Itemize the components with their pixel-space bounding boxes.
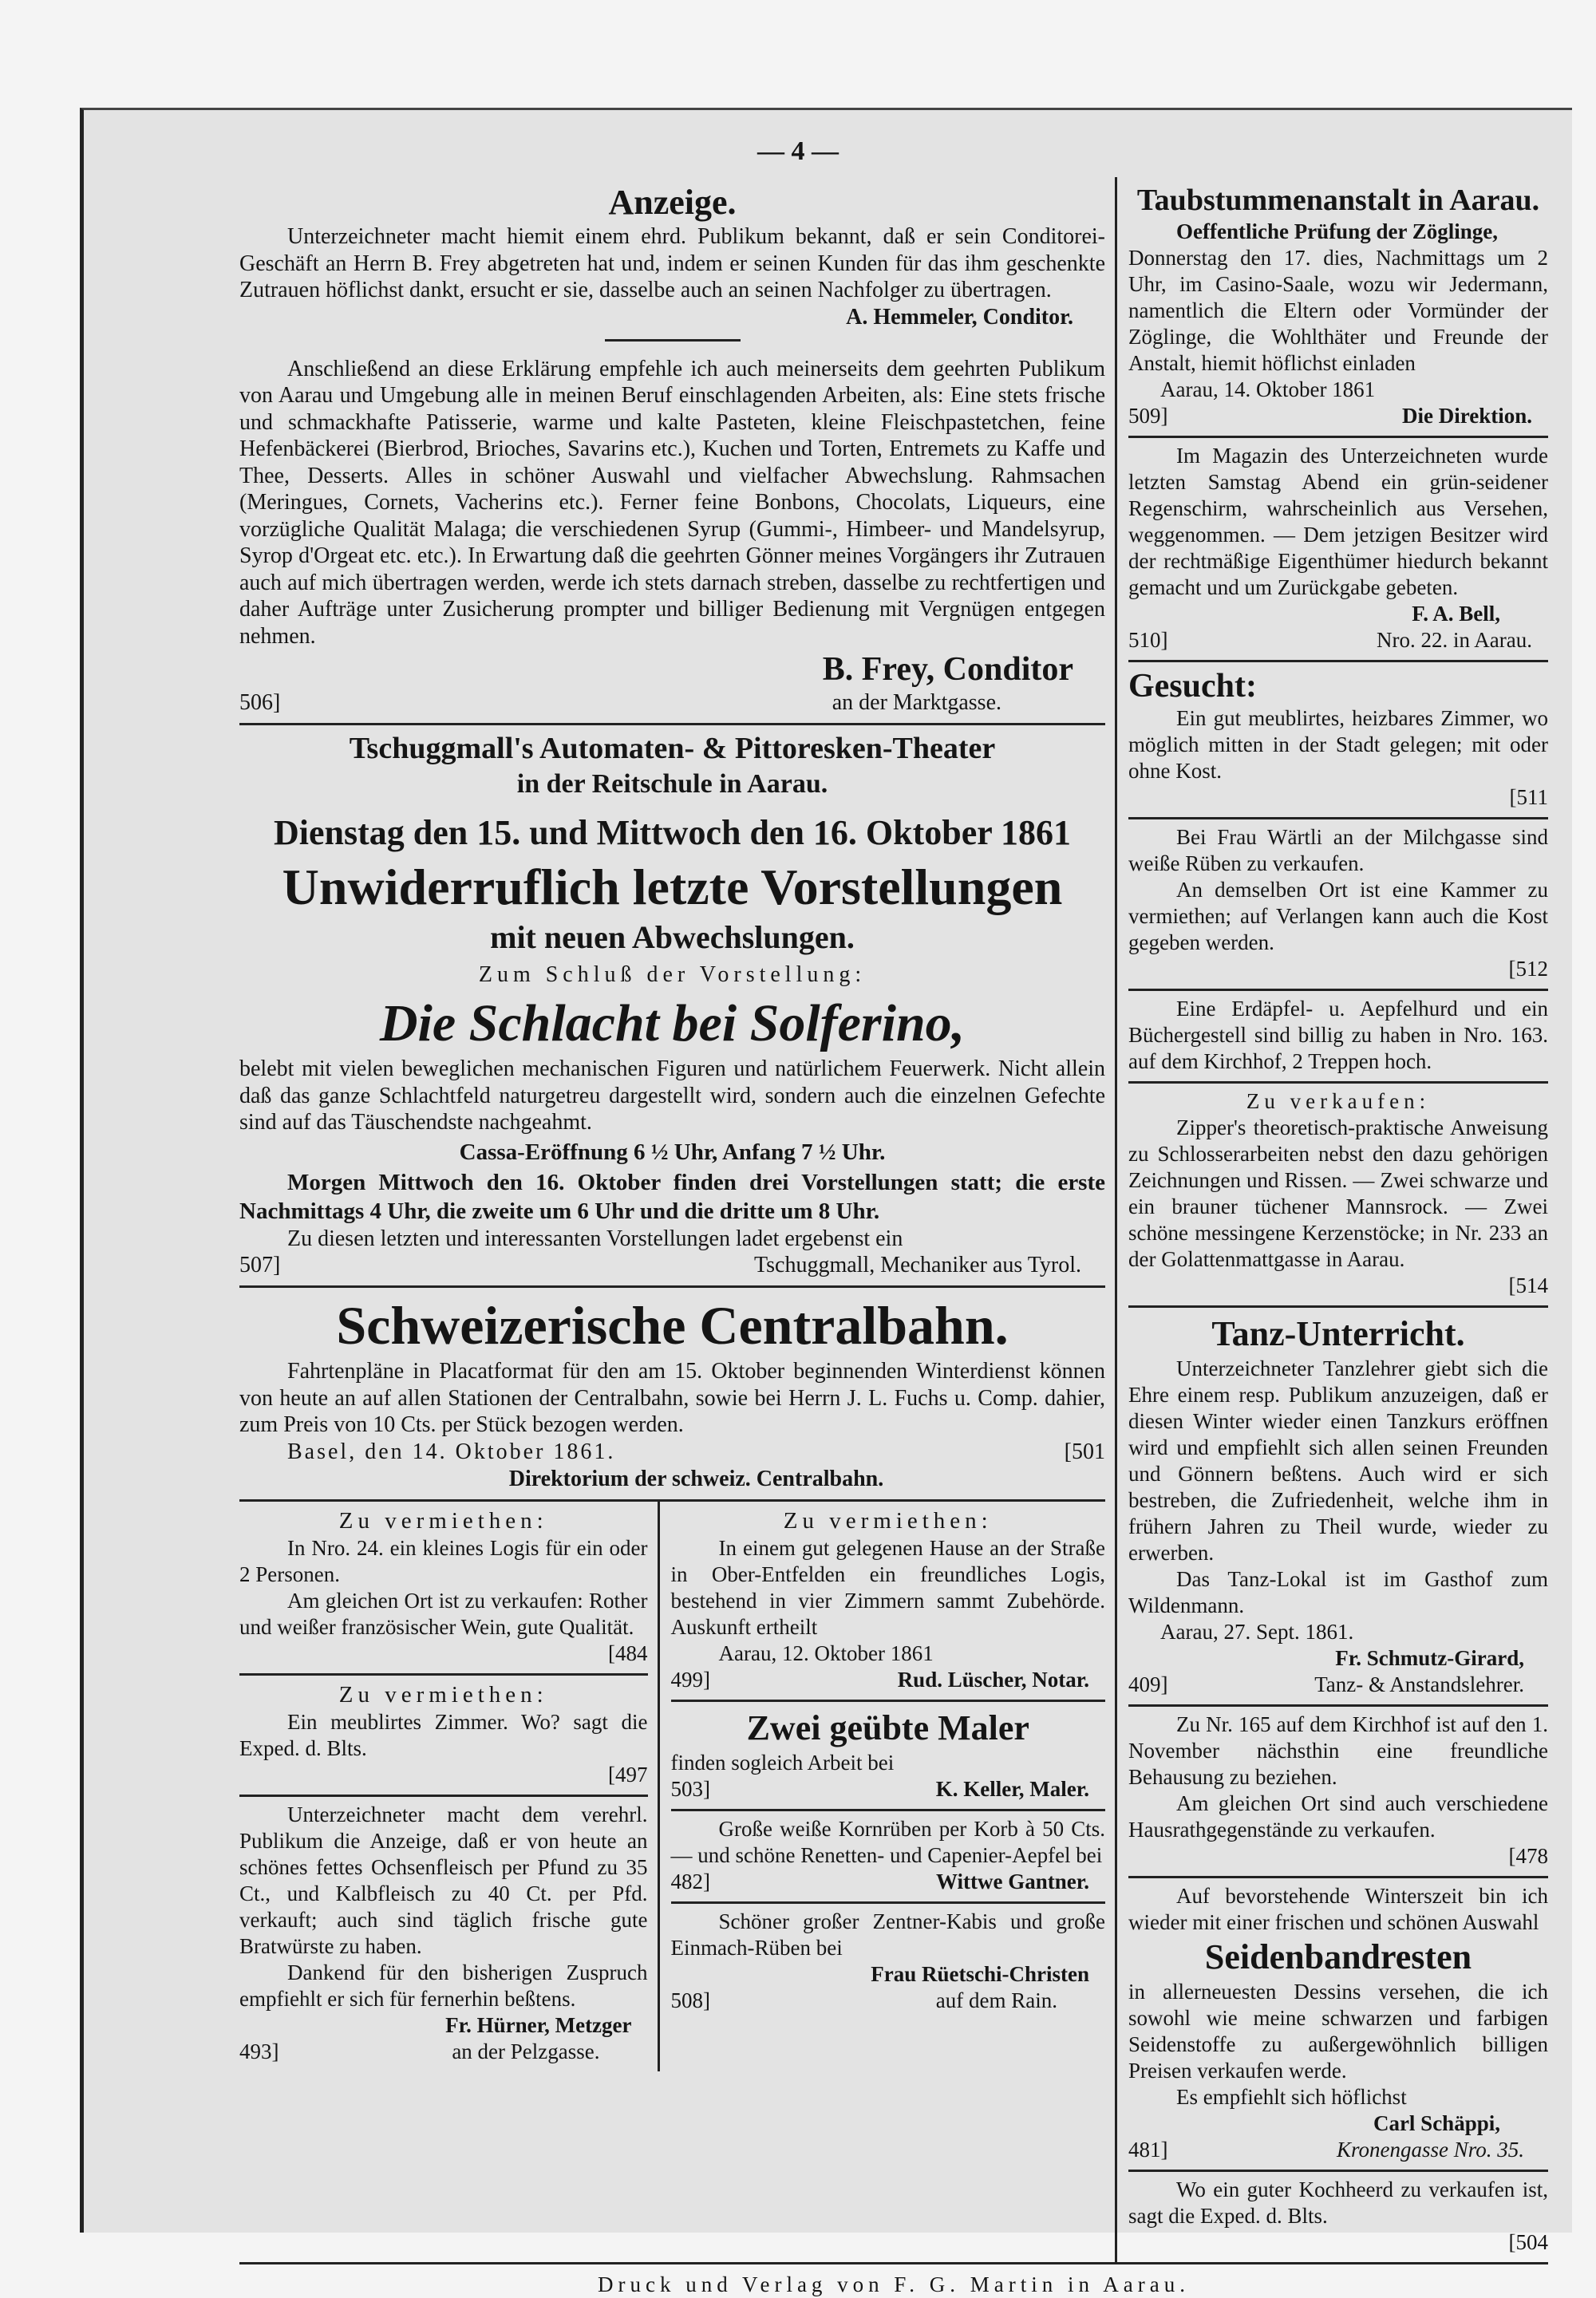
- ad-text: In einem gut gelegenen Hause an der Straße in Ober-Entfelden ein freundliches Logis, bestehend in vier Zimmern sammt Zubehörde. Auskunft ertheilt: [670, 1535, 1105, 1639]
- ad-heading: Zu verkaufen:: [1246, 1089, 1431, 1113]
- ad-reference: 507]: [239, 1253, 281, 1277]
- ad-reference: 510]: [1128, 628, 1168, 652]
- theater-description: belebt mit vielen beweglichen mechanischen Figuren und natürlichem Feuerwerk. Nicht allein daß das ganze Schlachtfeld naturgetreu dargestellt wird, sondern auch die einzelnen Gefechte sind auf das Täuschendste nachgeahmt.: [239, 1056, 1105, 1135]
- anzeige-ad: [239, 177, 1105, 342]
- ad-text: Zipper's theoretisch-praktische Anweisung zu Schlosserarbeiten nebst den dazu gehörigen Zeichnungen und Rissen. — Zwei schwarze und ein brauner tüchener Mannsrock. — Zwei schöne messingene Kerzenstöcke; in Nr. 233 an der Golattenmattgasse in Aarau.: [1128, 1115, 1548, 1271]
- ad-text: in allerneuesten Dessins versehen, die ich sowohl wie meine schwarzen und farbigen Seidenstoffe zu außergewöhnlich billigen Preisen verkaufen werde.: [1128, 1980, 1548, 2083]
- ad-text: Große weiße Kornrüben per Korb à 50 Cts. — und schöne Renetten- und Capenier-Aepfel bei: [670, 1816, 1105, 1867]
- page-number: — 4 —: [757, 136, 839, 166]
- ad-address: an der Marktgasse.: [832, 690, 1001, 715]
- ad-reference: 482]: [670, 1869, 711, 1893]
- centralbahn-ad: [239, 1288, 1105, 1502]
- theater-tomorrow: Morgen Mittwoch den 16. Oktober finden drei Vorstellungen statt; die erste Nachmittags 4 Uhr, die zweite um 6 Uhr und die dritte um 8 Uhr.: [239, 1169, 1105, 1224]
- ad-subtitle: Oeffentliche Prüfung der Zöglinge,: [1176, 219, 1498, 243]
- umbrella-ad: [1128, 438, 1548, 662]
- theater-invite: Zu diesen letzten und interessanten Vorstellungen ladet ergebenst ein: [287, 1226, 903, 1251]
- ad-text: Am gleichen Ort sind auch verschiedene Hausrathgegenstände zu verkaufen.: [1128, 1791, 1548, 1842]
- theater-times: Cassa-Eröffnung 6 ½ Uhr, Anfang 7 ½ Uhr.: [459, 1139, 886, 1165]
- dance-ad: [1128, 1308, 1548, 1707]
- rental-ad-logis: [239, 1502, 648, 1676]
- ad-reference: [484: [608, 1641, 648, 1665]
- ad-reference: 493]: [239, 2039, 279, 2063]
- theater-title: Tschuggmall's Automaten- & Pittoresken-Theater: [349, 732, 996, 765]
- printer-footer: Druck und Verlag von F. G. Martin in Aarau.: [239, 2262, 1548, 2298]
- ad-reference: [501: [1064, 1439, 1105, 1464]
- ad-address: auf dem Rain.: [935, 1988, 1057, 2012]
- ad-heading: Gesucht:: [1128, 668, 1257, 705]
- ad-text: Ein gut meublirtes, heizbares Zimmer, wo möglich mitten in der Stadt gelegen; mit oder ohne Kost.: [1128, 706, 1548, 783]
- ad-heading: Zu vermiethen:: [338, 1681, 548, 1708]
- ad-heading: Zu vermiethen:: [783, 1507, 993, 1534]
- rental-ad-zimmer: [239, 1676, 648, 1797]
- ad-text: Auf bevorstehende Winterszeit bin ich wieder mit einer frischen und schönen Auswahl: [1128, 1884, 1548, 1934]
- ad-reference: 481]: [1128, 2138, 1168, 2162]
- sub-column-right: [658, 1502, 1105, 2071]
- sub-column-left: [239, 1502, 658, 2071]
- ad-reference: 499]: [670, 1667, 711, 1692]
- ad-address: Nro. 22. in Aarau.: [1377, 628, 1532, 652]
- sub-columns: [239, 1502, 1105, 2071]
- ad-text: Es empfiehlt sich höflichst: [1176, 2085, 1407, 2109]
- ad-heading: Seidenbandresten: [1204, 1937, 1472, 1976]
- butcher-ad: [239, 1797, 648, 2071]
- ad-reference: [512: [1508, 957, 1548, 981]
- ad-signature: Carl Schäppi,: [1373, 2111, 1500, 2135]
- centralbahn-text: Fahrtenpläne in Placatformat für den am 15. Oktober beginnenden Winterdienst können von heute an auf allen Stationen der Centralbahn, sowie bei Herrn J. L. Fuchs u. Comp. dahier, zum Preis von 10 Cts. per Stück bezogen werden.: [239, 1359, 1105, 1437]
- ad-text: Unterzeichneter macht hiemit einem ehrd. Publikum bekannt, daß er sein Conditorei-Geschäft an Herrn B. Frey abgetreten hat und, indem er seinen Kunden für das ihm geschenkte Zutrauen höflichst dankt, ersucht er sie, dasselbe auch an seinen Nachfolger zu übertragen.: [239, 224, 1105, 302]
- ad-address: Kronengasse Nro. 35.: [1336, 2138, 1524, 2162]
- dwelling-ad: [1128, 1707, 1548, 1878]
- ad-heading: Taubstummenanstalt in Aarau.: [1136, 184, 1540, 217]
- silk-ad: [1128, 1878, 1548, 2172]
- ad-reference: 409]: [1128, 1672, 1168, 1696]
- hurd-ad: [1128, 991, 1548, 1084]
- ad-signature: B. Frey, Conditor: [822, 651, 1073, 688]
- ad-reference: [497: [608, 1762, 648, 1787]
- ad-signature: F. A. Bell,: [1412, 602, 1500, 626]
- taubstummen-ad: [1128, 177, 1548, 438]
- ad-signature: A. Hemmeler, Conditor.: [846, 304, 1073, 330]
- ad-signature: Fr. Schmutz-Girard,: [1335, 1646, 1524, 1670]
- ad-reference: [504: [1508, 2230, 1548, 2254]
- ad-reference: [511: [1509, 785, 1548, 809]
- centralbahn-title: Schweizerische Centralbahn.: [336, 1295, 1009, 1356]
- ad-signature: Wittwe Gantner.: [936, 1869, 1089, 1893]
- ad-address: an der Pelzgasse.: [452, 2039, 600, 2063]
- ad-text: Ein meublirtes Zimmer. Wo? sagt die Exped. d. Blts.: [239, 1709, 648, 1760]
- left-column: [239, 177, 1115, 2262]
- right-column: [1115, 177, 1548, 2262]
- rental-ad-entfelden: [671, 1502, 1105, 1702]
- ad-text: Schöner großer Zentner-Kabis und große Einmach-Rüben bei: [670, 1909, 1105, 1960]
- for-sale-ad: [1128, 1084, 1548, 1308]
- ad-text: Zu Nr. 165 auf dem Kirchhof ist auf den 1. November nächsthin eine freundliche Behausung zu beziehen.: [1128, 1712, 1548, 1789]
- ad-heading: Zwei geübte Maler: [746, 1708, 1029, 1747]
- ad-text: Dankend für den bisherigen Zuspruch empfiehlt er sich für fernerhin beßtens.: [239, 1960, 648, 2011]
- ad-reference: 506]: [239, 690, 281, 715]
- theater-ad: [239, 725, 1105, 1288]
- ad-role: Tanz- & Anstandslehrer.: [1314, 1672, 1524, 1696]
- theater-closing-intro: Zum Schluß der Vorstellung:: [478, 962, 867, 987]
- ad-date: Aarau, 12. Oktober 1861: [718, 1641, 934, 1665]
- cabbage-ad: [671, 1904, 1105, 2020]
- ad-text: Bei Frau Wärtli an der Milchgasse sind weiße Rüben zu verkaufen.: [1128, 825, 1548, 875]
- ad-signature: K. Keller, Maler.: [935, 1776, 1089, 1801]
- ad-signature: Tschuggmall, Mechaniker aus Tyrol.: [753, 1253, 1081, 1277]
- theater-dates: Dienstag den 15. und Mittwoch den 16. Oktober 1861: [273, 813, 1072, 852]
- columns: [239, 177, 1548, 2262]
- page-content: [239, 0, 1548, 2298]
- ad-title: Anzeige.: [608, 183, 737, 222]
- ad-text: Donnerstag den 17. dies, Nachmittags um 2 Uhr, im Casino-Saale, wozu wir Jedermann, namentlich die Eltern oder Vormünder der Zöglinge, die Wohlthäter und Freunde der Anstalt, hiemit höflichst einladen: [1128, 246, 1548, 375]
- ad-date: Aarau, 14. Oktober 1861: [1160, 377, 1376, 401]
- ad-text: Das Tanz-Lokal ist im Gasthof zum Wildenmann.: [1128, 1567, 1548, 1617]
- ad-text: Wo ein guter Kochheerd zu verkaufen ist, sagt die Exped. d. Blts.: [1128, 2178, 1548, 2228]
- ad-text: finden sogleich Arbeit bei: [670, 1750, 895, 1775]
- ad-reference: [478: [1508, 1844, 1548, 1868]
- ad-signature: Rud. Lüscher, Notar.: [897, 1667, 1089, 1692]
- ad-reference: 509]: [1128, 404, 1168, 428]
- ad-text: Anschließend an diese Erklärung empfehle ich auch meinerseits dem geehrten Publikum von Aarau und Umgebung alle in meinen Beruf einschlagenden Arbeiten, als: Eine stets frische und schmackhafte Patisserie, warme und kalte Pasteten, kleine Fleischpastetchen, feine Hefenbäckerei (Bierbrod, Brioches, Savarins etc.), Kuchen und Torten, Entremets zu Kaffe und Thee, Desserts. Alles in schöner Auswahl und vielfacher Abwechslung. Rahmsachen (Meringues, Cornets, Vacherins etc.). Ferner feine Bonbons, Chocolats, Liqueurs, eine vorzügliche Qualität Malaga; die verschiedenen Syrup (Gummi-, Himbeer- und Mandelsyrup, Syrop d'Orgeat etc. etc.). In Erwartung daß die geehrten Gönner meines Vorgängers ihr Zutrauen auch auf mich übertragen werden, werde ich stets darnach streben, dasselbe zu rechtfertigen und daher Aufträge unter Zusicherung prompter und billiger Bedienung mit Vergnügen entgegen nehmen.: [239, 356, 1105, 649]
- centralbahn-signature: Direktorium der schweiz. Centralbahn.: [508, 1466, 884, 1491]
- theater-feature: Die Schlacht bei Solferino,: [379, 994, 966, 1052]
- ad-reference: 503]: [670, 1776, 711, 1801]
- theater-headline: Unwiderruflich letzte Vorstellungen: [282, 859, 1063, 915]
- ad-signature: Frau Rüetschi-Christen: [871, 1961, 1089, 1986]
- theater-subheadline: mit neuen Abwechslungen.: [490, 919, 855, 955]
- ad-text: In Nro. 24. ein kleines Logis für ein oder 2 Personen.: [239, 1535, 648, 1586]
- theater-subtitle: in der Reitschule in Aarau.: [516, 769, 828, 799]
- ad-text: Unterzeichneter macht dem verehrl. Publikum die Anzeige, daß er von heute an schönes fettes Ochsenfleisch per Pfund zu 35 Ct., und Kalbfleisch zu 40 Ct. per Pfd. verkauft; auch sind täglich frische gute Bratwürste zu haben.: [239, 1802, 648, 1958]
- ad-reference: 508]: [670, 1988, 711, 2012]
- ad-text: Im Magazin des Unterzeichneten wurde letzten Samstag Abend ein grün-seidener Regenschirm, wahrscheinlich aus Versehen, weggenommen. — Dem jetzigen Besitzer wird der rechtmäßige Eigenthümer hiedurch bekannt gemacht und um Zurückgabe gebeten.: [1128, 444, 1548, 599]
- ad-text: An demselben Ort ist eine Kammer zu vermiethen; auf Verlangen kann auch die Kost gegeben werden.: [1128, 878, 1548, 954]
- ad-date: Aarau, 27. Sept. 1861.: [1160, 1620, 1354, 1644]
- frey-ad: [239, 351, 1105, 726]
- stove-ad: [1128, 2172, 1548, 2262]
- gesucht-ad: [1128, 662, 1548, 819]
- turnips-ad: [671, 1811, 1105, 1904]
- ad-reference: [514: [1508, 1273, 1548, 1297]
- ad-heading: Zu vermiethen:: [338, 1507, 548, 1534]
- wartli-ad: [1128, 819, 1548, 991]
- ad-signature: Fr. Hürner, Metzger: [445, 2012, 632, 2037]
- ad-text: Eine Erdäpfel- u. Aepfelhurd und ein Büchergestell sind billig zu haben in Nro. 163. auf dem Kirchhof, 2 Treppen hoch.: [1128, 997, 1548, 1073]
- painters-ad: [671, 1702, 1105, 1811]
- centralbahn-date: Basel, den 14. Oktober 1861.: [287, 1439, 616, 1464]
- ad-text: Am gleichen Ort ist zu verkaufen: Rother und weißer französischer Wein, gute Qualität.: [239, 1588, 648, 1639]
- ad-signature: Die Direktion.: [1402, 404, 1532, 428]
- ad-text: Unterzeichneter Tanzlehrer giebt sich die Ehre einem resp. Publikum anzuzeigen, daß er diesen Winter wieder einen Tanzkurs eröffnen wird und empfiehlt sich allen seinen Freunden und Gönnern beßtens. Auch wird er sich bestreben, die Zufriedenheit, welche ihm in frühern Jahren zu Theil wurde, wieder zu erwerben.: [1128, 1356, 1548, 1565]
- ad-heading: Tanz-Unterricht.: [1211, 1314, 1465, 1353]
- divider: [605, 339, 741, 342]
